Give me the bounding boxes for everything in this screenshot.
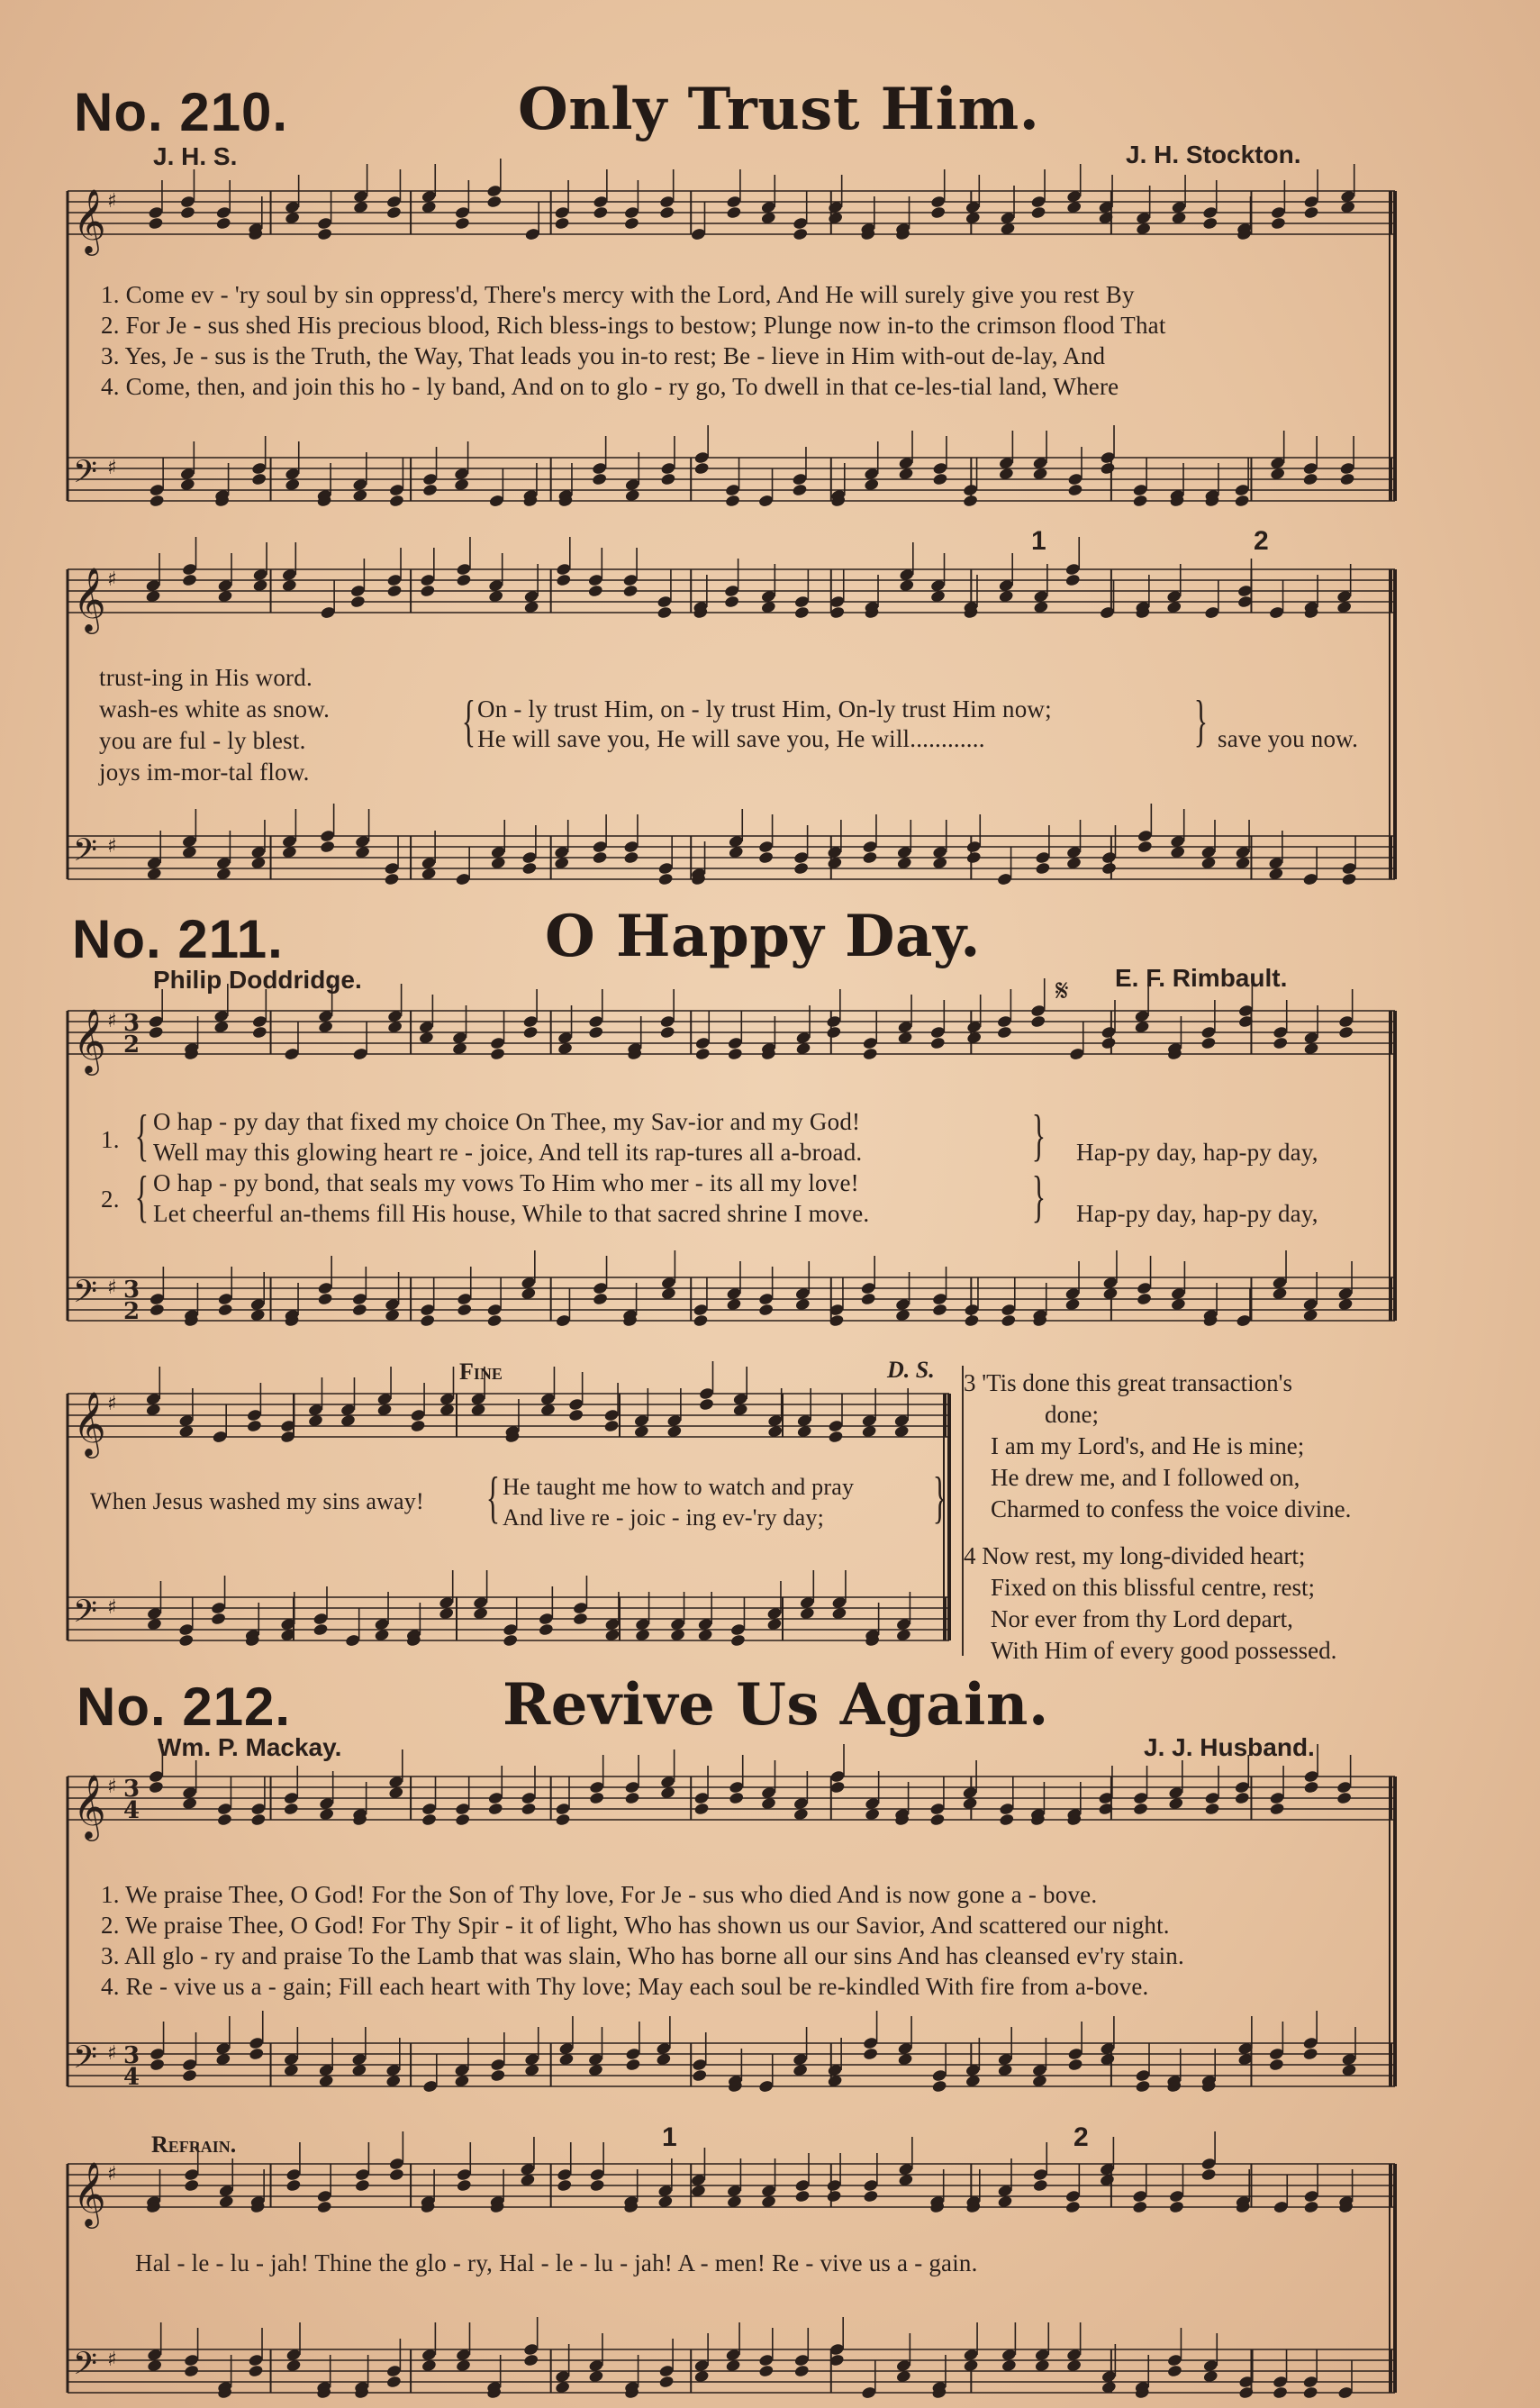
verse-line: done; (1045, 1401, 1099, 1428)
hymn-title: Only Trust Him. (518, 76, 1040, 143)
verse-line: I am my Lord's, and He is mine; (991, 1432, 1305, 1459)
ending-mark: 1 (1031, 526, 1046, 556)
chorus-line: On - ly trust Him, on - ly trust Him, On-ly trust Him now; (477, 695, 1052, 722)
sharp-icon: ♯ (107, 2042, 117, 2065)
sharp-icon: ♯ (107, 1277, 117, 1299)
words-credit: J. H. S. (153, 142, 238, 170)
words-credit: Philip Doddridge. (153, 966, 362, 994)
verse-line: 4. Re - vive us a - gain; Fill each heart with Thy love; May each soul be re-kindled With fire from a-bove. (101, 1973, 1149, 2000)
brace-right: } (1031, 1103, 1046, 1167)
verse-label: 2. (101, 1186, 120, 1213)
time-signature: 2 (123, 1031, 140, 1059)
verse-line: Charmed to confess the voice divine. (991, 1495, 1352, 1522)
brace-left: { (134, 1103, 149, 1167)
time-signature: 3 (123, 1776, 140, 1803)
bass-clef-icon: 𝄢 (73, 2345, 98, 2389)
noteheads (145, 537, 1352, 620)
hymn-number: No. 212. (77, 1677, 292, 1737)
music-staff (68, 2153, 1400, 2405)
brace-left: { (134, 1164, 149, 1228)
bass-clef-icon: 𝄢 (73, 1593, 98, 1637)
verse-line: 3 'Tis done this great transaction's (964, 1369, 1292, 1396)
treble-clef-icon: 𝄞 (73, 1007, 106, 1073)
treble-clef-icon: 𝄞 (73, 1773, 106, 1839)
bass-clef-icon: 𝄢 (73, 831, 98, 876)
ds-mark: D. S. (887, 1357, 935, 1383)
treble-clef-icon: 𝄞 (73, 1390, 106, 1456)
sharp-icon: ♯ (107, 457, 117, 479)
brace-left: { (485, 1465, 501, 1529)
side-verse (964, 1368, 1351, 1667)
verse-line: He drew me, and I followed on, (991, 1464, 1300, 1491)
ending-mark: 2 (1254, 526, 1269, 556)
brace-right: } (1193, 688, 1209, 752)
sharp-icon: ♯ (107, 568, 117, 591)
verse-line: O hap - py day that fixed my choice On Thee, my Sav-ior and my God! (153, 1108, 861, 1135)
verse-ending: wash-es white as snow. (99, 695, 331, 722)
noteheads (146, 2131, 1354, 2214)
chorus-line: He will save you, He will save you, He will............ (477, 725, 985, 752)
noteheads (149, 2011, 1357, 2094)
noteheads (147, 1570, 912, 1648)
sharp-icon: ♯ (107, 835, 117, 858)
verse-line: 3. All glo - ry and praise To the Lamb that was slain, Who has borne all our sins And has cleansed ev'ry stain. (101, 1942, 1184, 1969)
noteheads (147, 2317, 1354, 2400)
verse-line: 4. Come, then, and join this ho - ly band, And on to glo - ry go, To dwell in that ce-les-tial land, Where (101, 373, 1119, 400)
chorus-tail: save you now. (1218, 725, 1359, 752)
hymn-title: O Happy Day. (545, 903, 982, 970)
noteheads (146, 804, 1357, 886)
words-credit: Wm. P. Mackay. (158, 1733, 342, 1761)
verse-label: 1. (101, 1126, 120, 1153)
verse-line: 2. For Je - sus shed His precious blood, Rich bless-ings to bestow; Plunge now in-to the crimson flood That (101, 312, 1166, 339)
bass-clef-icon: 𝄢 (73, 1273, 98, 1317)
staff-lines (68, 1277, 1395, 1321)
verse-line: Fixed on this blissful centre, rest; (991, 1574, 1315, 1601)
noteheads (149, 425, 1355, 508)
verse-line: 1. We praise Thee, O God! For the Son of Thy love, For Je - sus who died And is now gone a - bove. (101, 1881, 1098, 1908)
verse-line: With Him of every good possessed. (991, 1637, 1337, 1664)
hymn-title: Revive Us Again. (503, 1671, 1049, 1739)
hymn-number: No. 210. (74, 82, 289, 142)
refrain-line: Hap-py day, hap-py day, (1076, 1139, 1318, 1166)
sharp-icon: ♯ (107, 1596, 117, 1619)
time-signature: 3 (123, 1010, 140, 1037)
sharp-icon: ♯ (107, 190, 117, 213)
music-staff (68, 1000, 1400, 1333)
verse-line: 3. Yes, Je - sus is the Truth, the Way, That leads you in-to rest; Be - lieve in Him with-out de-lay, And (101, 342, 1106, 369)
verse-line: Let cheerful an-thems fill His house, While to that sacred shrine I move. (153, 1200, 870, 1227)
brace-left: { (461, 688, 476, 752)
ending-mark: 2 (1073, 2122, 1089, 2152)
fine-mark: Fine (459, 1358, 503, 1385)
refrain-line: Hal - le - lu - jah! Thine the glo - ry, Hal - le - lu - jah! A - men! Re - vive us a - gain. (135, 2249, 978, 2276)
music-credit: J. J. Husband. (1144, 1733, 1315, 1761)
time-signature: 3 (123, 1277, 140, 1304)
verse-ending: you are ful - ly blest. (99, 727, 306, 754)
sharp-icon: ♯ (107, 1010, 117, 1032)
refrain-line: When Jesus washed my sins away! (90, 1488, 424, 1514)
refrain-line: And live re - joic - ing ev-'ry day; (503, 1504, 824, 1531)
time-signature: 2 (123, 1298, 140, 1325)
verse-line: Well may this glowing heart re - joice, And tell its rap-tures all a-broad. (153, 1139, 863, 1166)
sharp-icon: ♯ (107, 1776, 117, 1798)
verse-ending: trust-ing in His word. (99, 664, 313, 691)
refrain-line: He taught me how to watch and pray (503, 1474, 855, 1500)
bass-clef-icon: 𝄢 (73, 453, 98, 497)
verse-line: Nor ever from thy Lord depart, (991, 1605, 1293, 1632)
verse-line: O hap - py bond, that seals my vows To Him who mer - its all my love! (153, 1169, 859, 1196)
music-credit: E. F. Rimbault. (1115, 964, 1288, 992)
sharp-icon: ♯ (107, 2163, 117, 2185)
noteheads (145, 1361, 910, 1444)
hymn-number: No. 211. (72, 909, 284, 969)
verse-line: 1. Come ev - 'ry soul by sin oppress'd, There's mercy with the Lord, And He will surely give you rest By (101, 281, 1135, 308)
time-signature: 3 (123, 2042, 140, 2069)
verse-line: 4 Now rest, my long-divided heart; (964, 1542, 1306, 1569)
brace-right: } (932, 1465, 947, 1529)
sharp-icon: ♯ (107, 2349, 117, 2371)
time-signature: 4 (123, 2064, 140, 2091)
verse-line: 2. We praise Thee, O God! For Thy Spir - it of light, Who has shown us our Savior, And scattered our night. (101, 1912, 1170, 1939)
refrain-line: Hap-py day, hap-py day, (1076, 1200, 1318, 1227)
ending-mark: 1 (662, 2122, 677, 2152)
noteheads (148, 159, 1356, 241)
treble-clef-icon: 𝄞 (73, 566, 106, 632)
sharp-icon: ♯ (107, 1393, 117, 1415)
treble-clef-icon: 𝄞 (73, 2160, 106, 2226)
music-credit: J. H. Stockton. (1126, 141, 1301, 168)
time-signature: 4 (123, 1797, 140, 1824)
treble-clef-icon: 𝄞 (73, 187, 106, 253)
refrain-label: Refrain. (151, 2131, 237, 2158)
segno-icon: 𝄋 (1055, 973, 1069, 1009)
verse-ending: joys im-mor-tal flow. (99, 759, 310, 786)
brace-right: } (1031, 1164, 1046, 1228)
bass-clef-icon: 𝄢 (73, 2039, 98, 2083)
noteheads (149, 1250, 1354, 1328)
